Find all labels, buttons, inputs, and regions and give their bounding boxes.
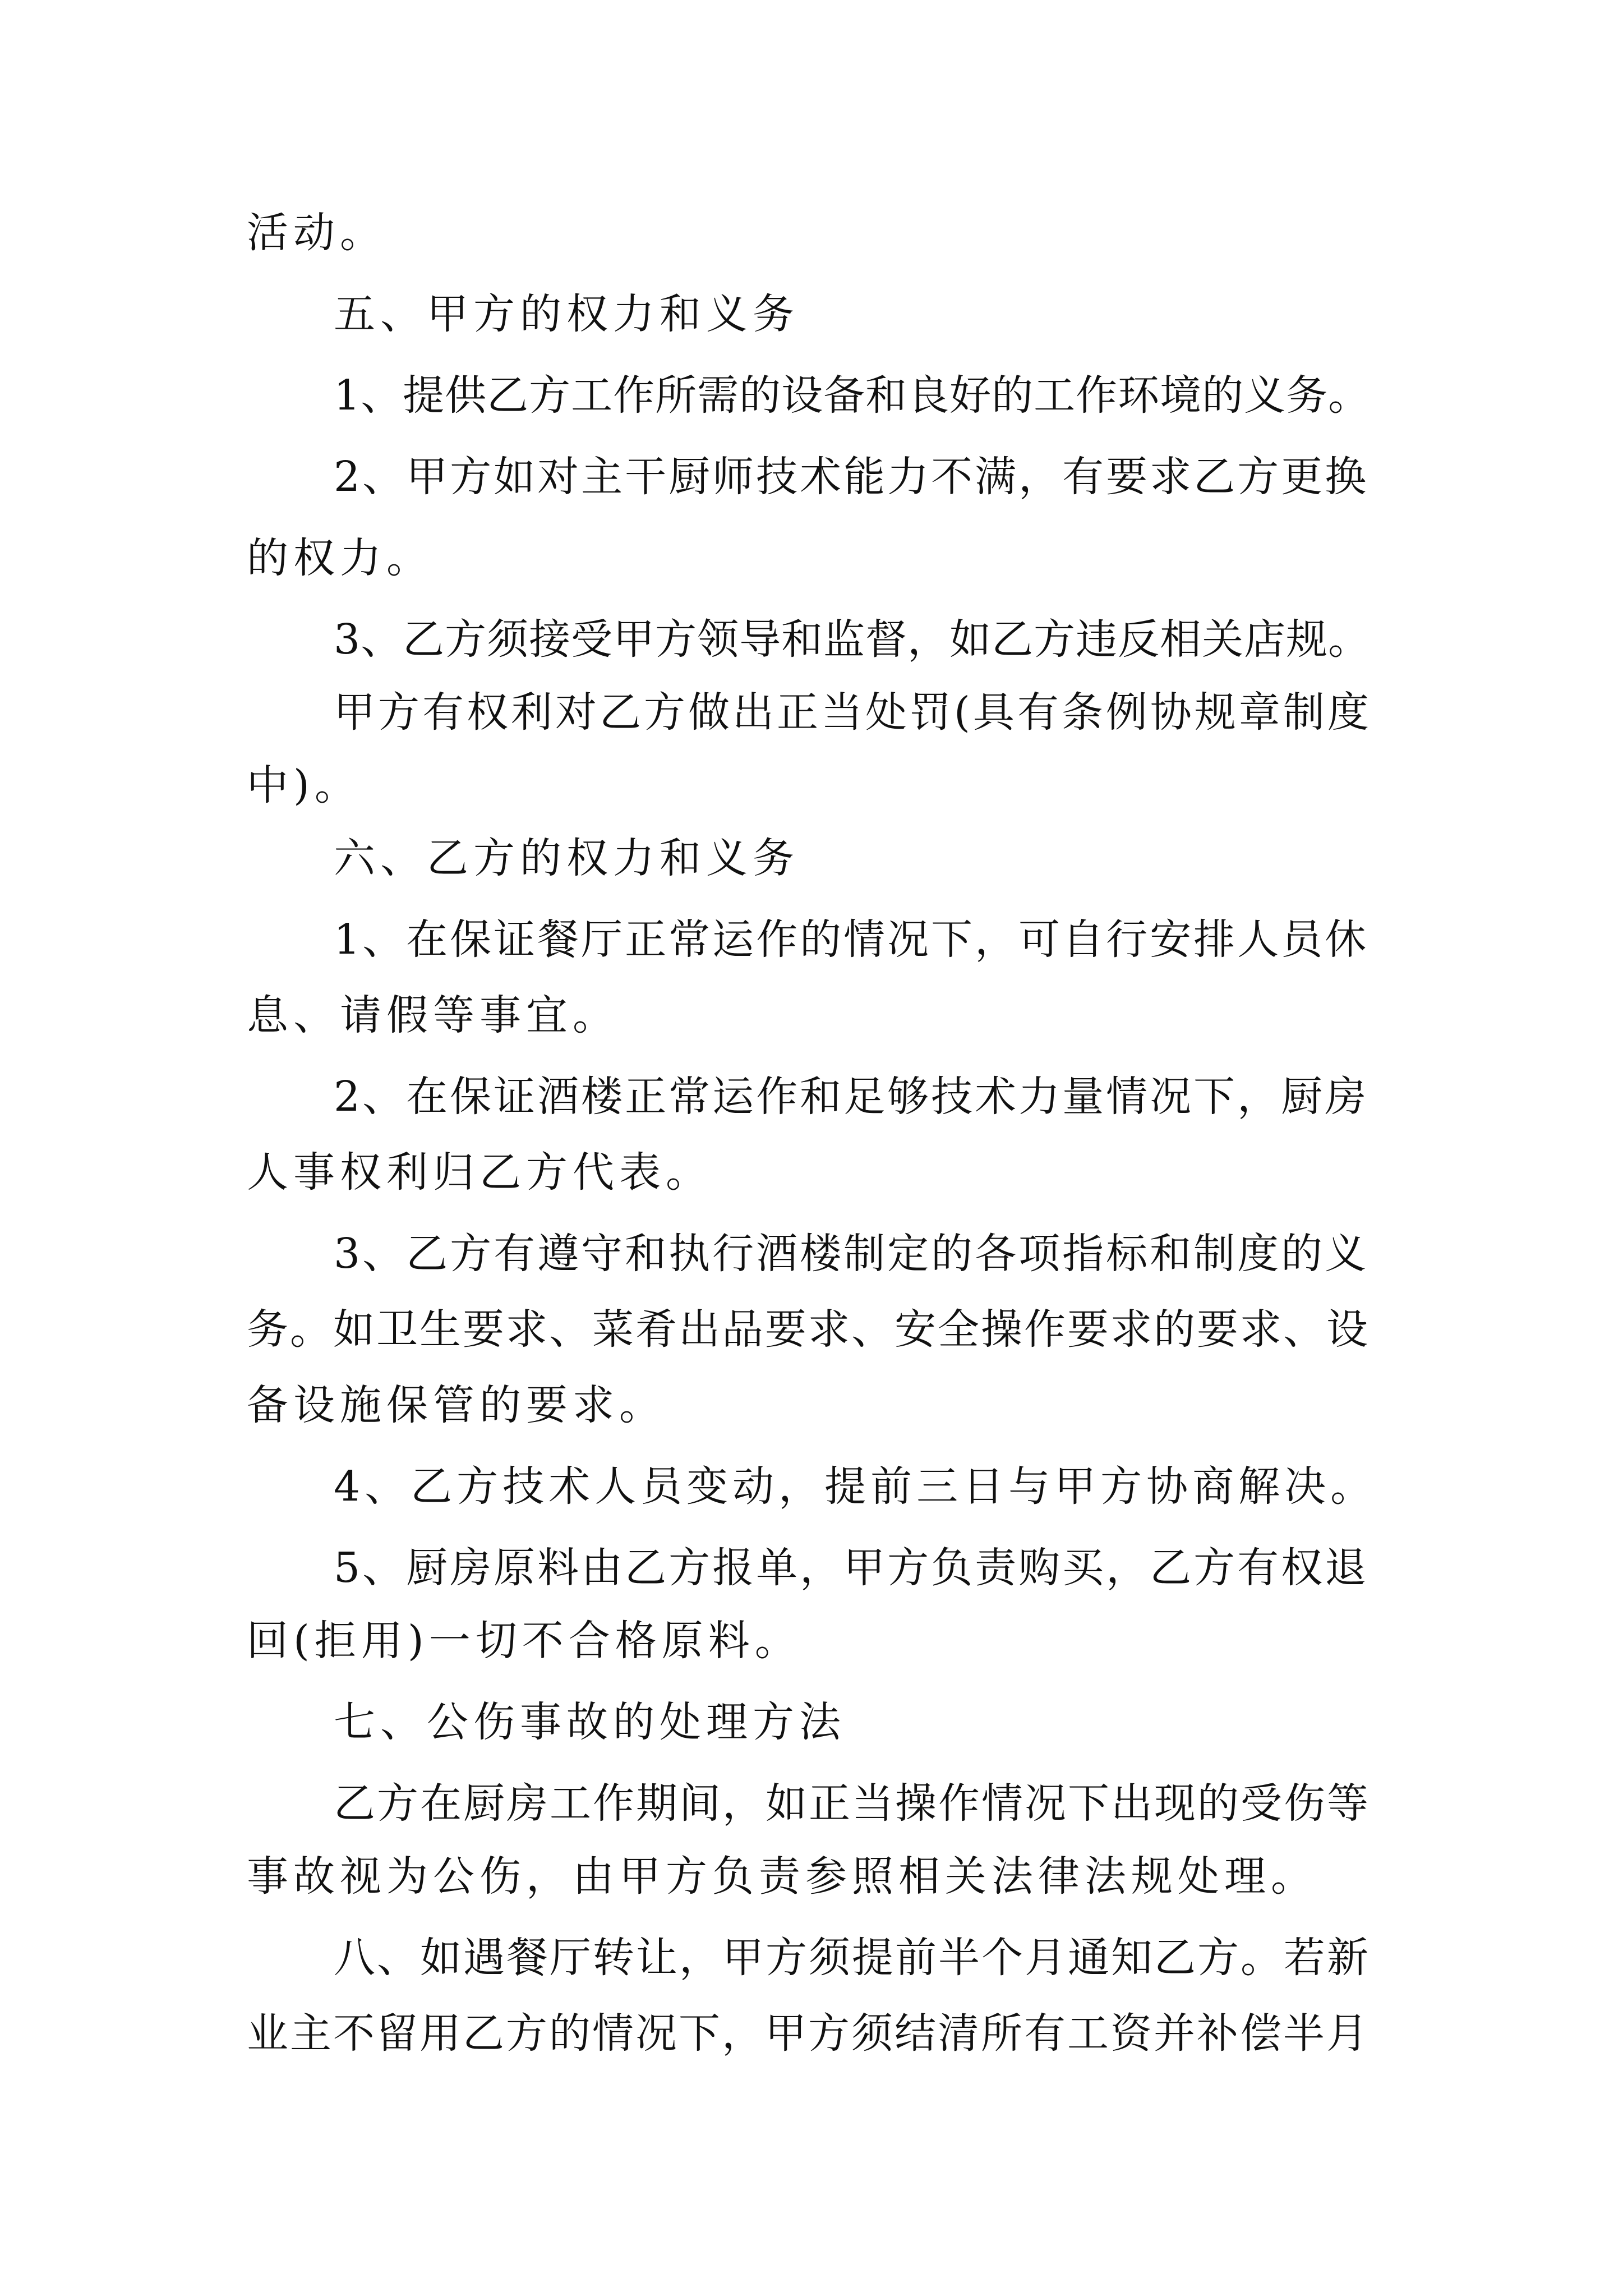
- text-line: 4、乙方技术人员变动，提前三日与甲方协商解决。: [334, 1462, 1377, 1511]
- text-line: 八、如遇餐厅转让，甲方须提前半个月通知乙方。若新: [334, 1934, 1370, 1982]
- text-line: 2、甲方如对主干厨师技术能力不满，有要求乙方更换: [334, 453, 1369, 501]
- section-heading: 六、乙方的权力和义务: [334, 834, 799, 882]
- text-line: 5、厨房原料由乙方报单，甲方负责购买，乙方有权退: [334, 1544, 1369, 1592]
- section-heading: 五、甲方的权力和义务: [334, 290, 799, 338]
- text-line: 1、提供乙方工作所需的设备和良好的工作环境的义务。: [334, 371, 1371, 420]
- text-line: 乙方在厨房工作期间，如正当操作情况下出现的受伤等: [334, 1779, 1370, 1828]
- text-line: 人事权利归乙方代表。: [247, 1148, 712, 1197]
- text-line: 务。如卫生要求、菜肴出品要求、安全操作要求的要求、设: [247, 1305, 1370, 1354]
- text-line: 3、乙方须接受甲方领导和监督，如乙方违反相关店规。: [334, 615, 1371, 664]
- text-line: 1、在保证餐厅正常运作的情况下，可自行安排人员休: [334, 915, 1369, 964]
- text-line: 活动。: [247, 209, 386, 257]
- text-line: 的权力。: [247, 534, 433, 582]
- text-line: 事故视为公伤，由甲方负责参照相关法律法规处理。: [247, 1852, 1317, 1901]
- text-line: 3、乙方有遵守和执行酒楼制定的各项指标和制度的义: [334, 1230, 1369, 1278]
- text-line: 2、在保证酒楼正常运作和足够技术力量情况下，厨房: [334, 1073, 1369, 1121]
- text-line: 甲方有权利对乙方做出正当处罚(具有条例协规章制度: [334, 688, 1372, 737]
- text-line: 息、请假等事宜。: [247, 991, 619, 1039]
- text-line: 回(拒用)一切不合格原料。: [247, 1617, 801, 1665]
- text-line: 备设施保管的要求。: [247, 1381, 666, 1429]
- section-heading: 七、公伤事故的处理方法: [334, 1698, 846, 1746]
- text-line: 业主不留用乙方的情况下，甲方须结清所有工资并补偿半月: [247, 2009, 1370, 2058]
- text-line: 中)。: [247, 761, 361, 809]
